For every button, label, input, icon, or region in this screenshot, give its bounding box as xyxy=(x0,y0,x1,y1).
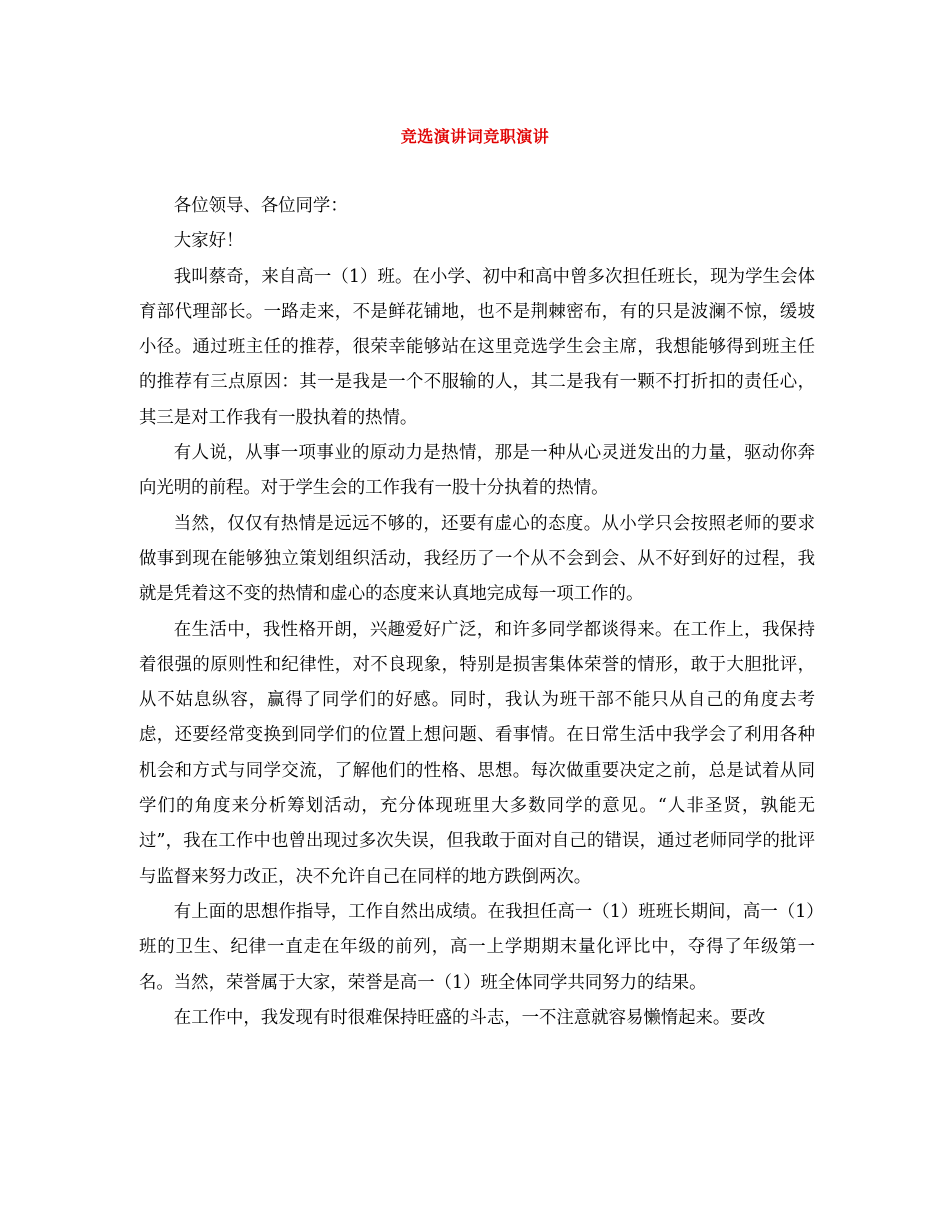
paragraph-attitude: 当然，仅仅有热情是远远不够的，还要有虚心的态度。从小学只会按照老师的要求做事到现在能够独立策划组织活动，我经历了一个从不会到会、从不好到好的过程，我就是凭着这不变的热情和虚心的态度来认真地完成每一项工作的。 xyxy=(139,513,815,605)
paragraph-greeting: 各位领导、各位同学： xyxy=(173,196,348,216)
paragraph-reflection: 在工作中，我发现有时很难保持旺盛的斗志，一不注意就容易懒惰起来。要改 xyxy=(173,1007,766,1028)
paragraph-character: 在生活中，我性格开朗，兴趣爱好广泛，和许多同学都谈得来。在工作上，我保持着很强的原则性和纪律性，对不良现象，特别是损害集体荣誉的情形，敢于大胆批评，从不姑息纵容，赢得了同学们的好感。同时，我认为班干部不能只从自己的角度去考虑，还要经常变换到同学们的位置上想问题、看事情。在日常生活中我学会了利用各种机会和方式与同学交流，了解他们的性格、思想。每次做重要决定之前，总是试着从同学们的角度来分析筹划活动，充分体现班里大多数同学的意见。“人非圣贤，孰能无过”，我在工作中也曾出现过多次失误，但我敢于面对自己的错误，通过老师同学的批评与监督来努力改正，决不允许自己在同样的地方跌倒两次。 xyxy=(139,619,815,887)
paragraph-achievements: 有上面的思想作指导，工作自然出成绩。在我担任高一（1）班班长期间，高一（1）班的卫生、纪律一直走在年级的前列，高一上学期期末量化评比中，夺得了年级第一名。当然，荣誉属于大家，荣誉是高一（1）班全体同学共同努力的结果。 xyxy=(139,901,815,993)
paragraph-hello: 大家好！ xyxy=(173,231,244,252)
document-body xyxy=(139,189,815,1036)
paragraph-passion: 有人说，从事一项事业的原动力是热情，那是一种从心灵迸发出的力量，驱动你奔向光明的前程。对于学生会的工作我有一股十分执着的热情。 xyxy=(139,443,815,499)
document-title: 竞选演讲词竞职演讲 xyxy=(400,127,550,146)
paragraph-introduction: 我叫蔡奇，来自高一（1）班。在小学、初中和高中曾多次担任班长，现为学生会体育部代理部长。一路走来，不是鲜花铺地，也不是荆棘密布，有的只是波澜不惊，缓坡小径。通过班主任的推荐，很荣幸能够站在这里竞选学生会主席，我想能够得到班主任的推荐有三点原因：其一是我是一个不服输的人，其二是我有一颗不打折扣的责任心，其三是对工作我有一股执着的热情。 xyxy=(139,266,815,428)
